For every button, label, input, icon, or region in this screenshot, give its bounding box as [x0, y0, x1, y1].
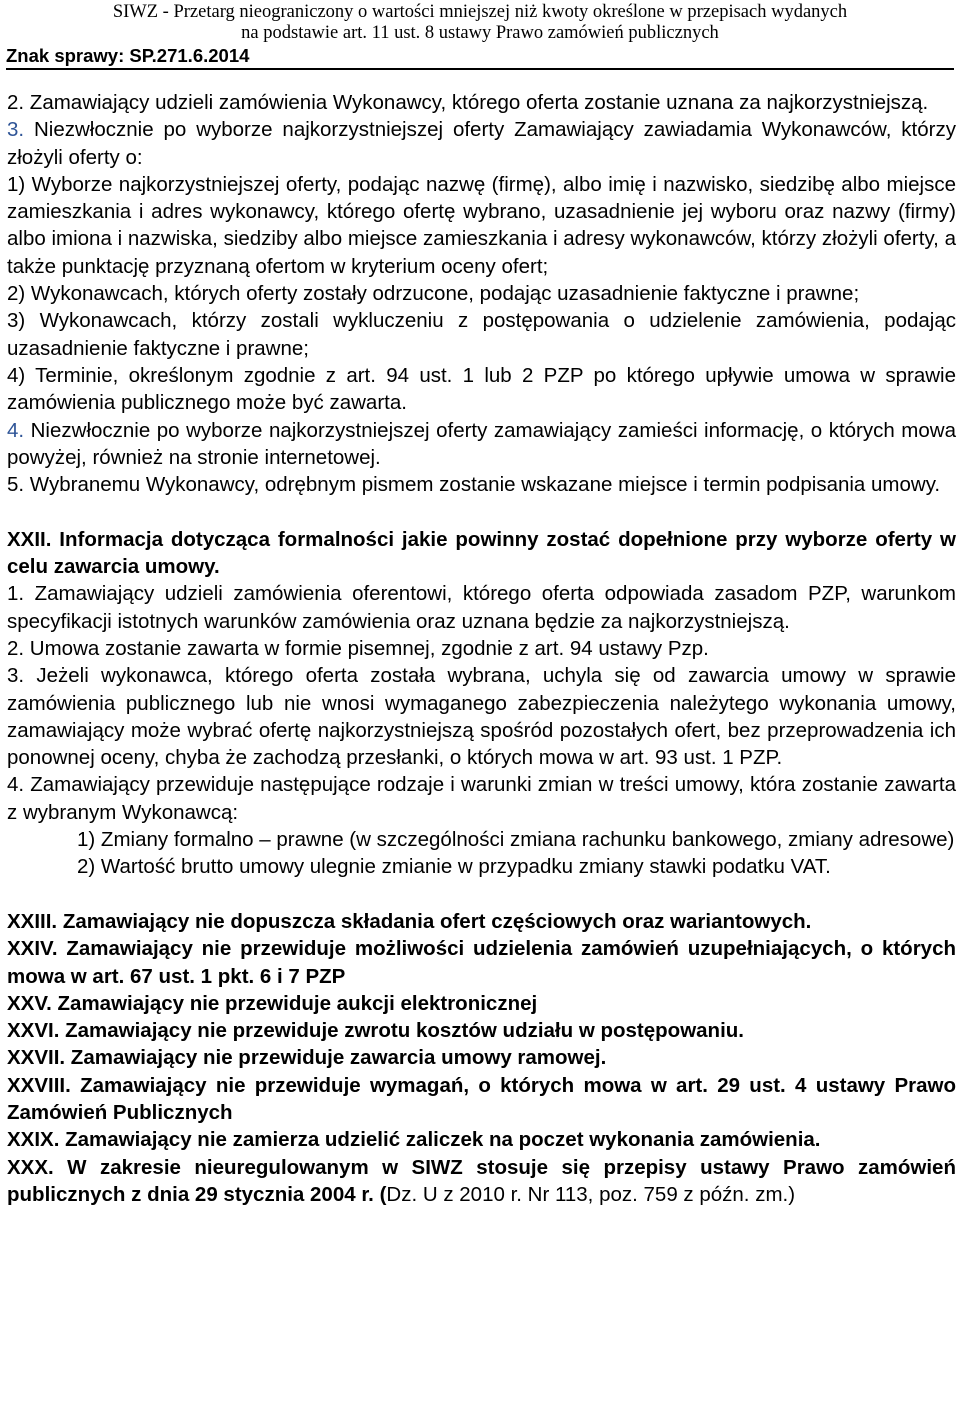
section-xxii-paragraph-2: 2. Umowa zostanie zawarta w formie pisemnej, zgodnie z art. 94 ustawy Pzp. [7, 636, 709, 660]
section-xxx [7, 1154, 956, 1209]
header-divider [6, 68, 954, 70]
section-xxx-regular-text: Dz. U z 2010 r. Nr 113, poz. 759 z późn. zm.) [386, 1182, 796, 1206]
spacer [7, 881, 956, 908]
section-xxvii: XXVII. Zamawiający nie przewiduje zawarcia umowy ramowej. [7, 1046, 607, 1070]
section-xxx-bold-text: XXX. W zakresie nieuregulowanym w SIWZ stosuje się przepisy ustawy Prawo zamówień publicznych z dnia 29 stycznia 2004 r. ( [7, 1155, 956, 1206]
paragraph-3-number: 3. [7, 118, 25, 142]
section-xxii-heading: XXII. Informacja dotycząca formalności jakie powinny zostać dopełnione przy wyborze oferty w celu zawarcia umowy. [7, 527, 956, 579]
paragraph-2: 2. Zamawiający udzieli zamówienia Wykonawcy, którego oferta zostanie uznana za najkorzystniejszą. [7, 91, 929, 114]
section-xxii-paragraph-4-item-2: 2) Wartość brutto umowy ulegnie zmianie w przypadku zmiany stawki podatku VAT. [77, 855, 831, 879]
paragraph-4 [7, 417, 956, 472]
section-xxv: XXV. Zamawiający nie przewiduje aukcji elektronicznej [7, 991, 538, 1015]
paragraph-3-item-3: 3) Wykonawcach, którzy zostali wykluczeniu z postępowania o udzielenie zamówienia, podając uzasadnienie faktyczne i prawne; [7, 309, 956, 360]
section-xxii-paragraph-4: 4. Zamawiający przewiduje następujące rodzaje i warunki zmian w treści umowy, która zostanie zawarta z wybranym Wykonawcą: [7, 773, 956, 824]
paragraph-3-text: Niezwłocznie po wyborze najkorzystniejszej oferty Zamawiający zawiadamia Wykonawców, którzy złożyli oferty o: [7, 118, 956, 169]
section-xxiii: XXIII. Zamawiający nie dopuszcza składania ofert częściowych oraz wariantowych. [7, 909, 812, 933]
section-xxii-paragraph-4-item-1: 1) Zmiany formalno – prawne (w szczególności zmiana rachunku bankowego, zmiany adresowe) [77, 828, 955, 852]
section-xxii-paragraph-3: 3. Jeżeli wykonawca, którego oferta została wybrana, uchyla się od zawarcia umowy w sprawie zamówienia publicznego lub nie wnosi wymaganego zabezpieczenia należytego wykonania umowy, zamawiający może wybrać ofertę najkorzystniejszą spośród pozostałych ofert, bez przeprowadzenia ich ponownej oceny, chyba że zachodzą przesłanki, o których mowa w art. 93 ust. 1 PZP. [7, 664, 956, 770]
document-body [7, 89, 956, 1208]
section-xxvi: XXVI. Zamawiający nie przewiduje zwrotu kosztów udziału w postępowaniu. [7, 1019, 744, 1043]
section-xxii-paragraph-1: 1. Zamawiający udzieli zamówienia oferentowi, którego oferta odpowiada zasadom PZP, warunkom specyfikacji istotnych warunków zamówienia oraz uznana będzie za najkorzystniejszą. [7, 582, 956, 633]
spacer [7, 498, 956, 525]
paragraph-4-number: 4. [7, 418, 25, 442]
section-xxviii: XXVIII. Zamawiający nie przewiduje wymagań, o których mowa w art. 29 ust. 4 ustawy Prawo Zamówień Publicznych [7, 1073, 956, 1124]
paragraph-4-text: Niezwłocznie po wyborze najkorzystniejszej oferty zamawiający zamieści informację, o których mowa powyżej, również na stronie internetowej. [7, 418, 956, 469]
header-title-line-2: na podstawie art. 11 ust. 8 ustawy Prawo zamówień publicznych [241, 23, 719, 43]
case-number: Znak sprawy: SP.271.6.2014 [6, 45, 250, 66]
paragraph-3-item-4: 4) Terminie, określonym zgodnie z art. 94 ust. 1 lub 2 PZP po którego upływie umowa w sprawie zamówienia publicznego może być zawarta. [7, 363, 956, 415]
section-xxiv: XXIV. Zamawiający nie przewiduje możliwości udzielenia zamówień uzupełniających, o których mowa w art. 67 ust. 1 pkt. 6 i 7 PZP [7, 937, 956, 988]
header-title-line-1: SIWZ - Przetarg nieograniczony o wartości mniejszej niż kwoty określone w przepisach wydanych [112, 2, 848, 22]
paragraph-3-item-1: 1) Wyborze najkorzystniejszej oferty, podając nazwę (firmę), albo imię i nazwisko, siedzibę albo miejsce zamieszkania i adres wykonawcy, którego ofertę wybrano, uzasadnienie jej wyboru oraz nazwy (firmy) albo imiona i nazwiska, siedziby albo miejsce zamieszkania i adresy wykonawców, którzy złożyli oferty, a także punktację przyznaną ofertom w kryterium oceny ofert; [7, 172, 956, 278]
paragraph-3 [7, 116, 956, 171]
paragraph-3-item-2: 2) Wykonawcach, których oferty zostały odrzucone, podając uzasadnienie faktyczne i prawne; [7, 282, 860, 306]
page-header [0, 0, 960, 66]
paragraph-5: 5. Wybranemu Wykonawcy, odrębnym pismem zostanie wskazane miejsce i termin podpisania umowy. [7, 473, 941, 497]
section-xxix: XXIX. Zamawiający nie zamierza udzielić zaliczek na poczet wykonania zamówienia. [7, 1128, 821, 1152]
